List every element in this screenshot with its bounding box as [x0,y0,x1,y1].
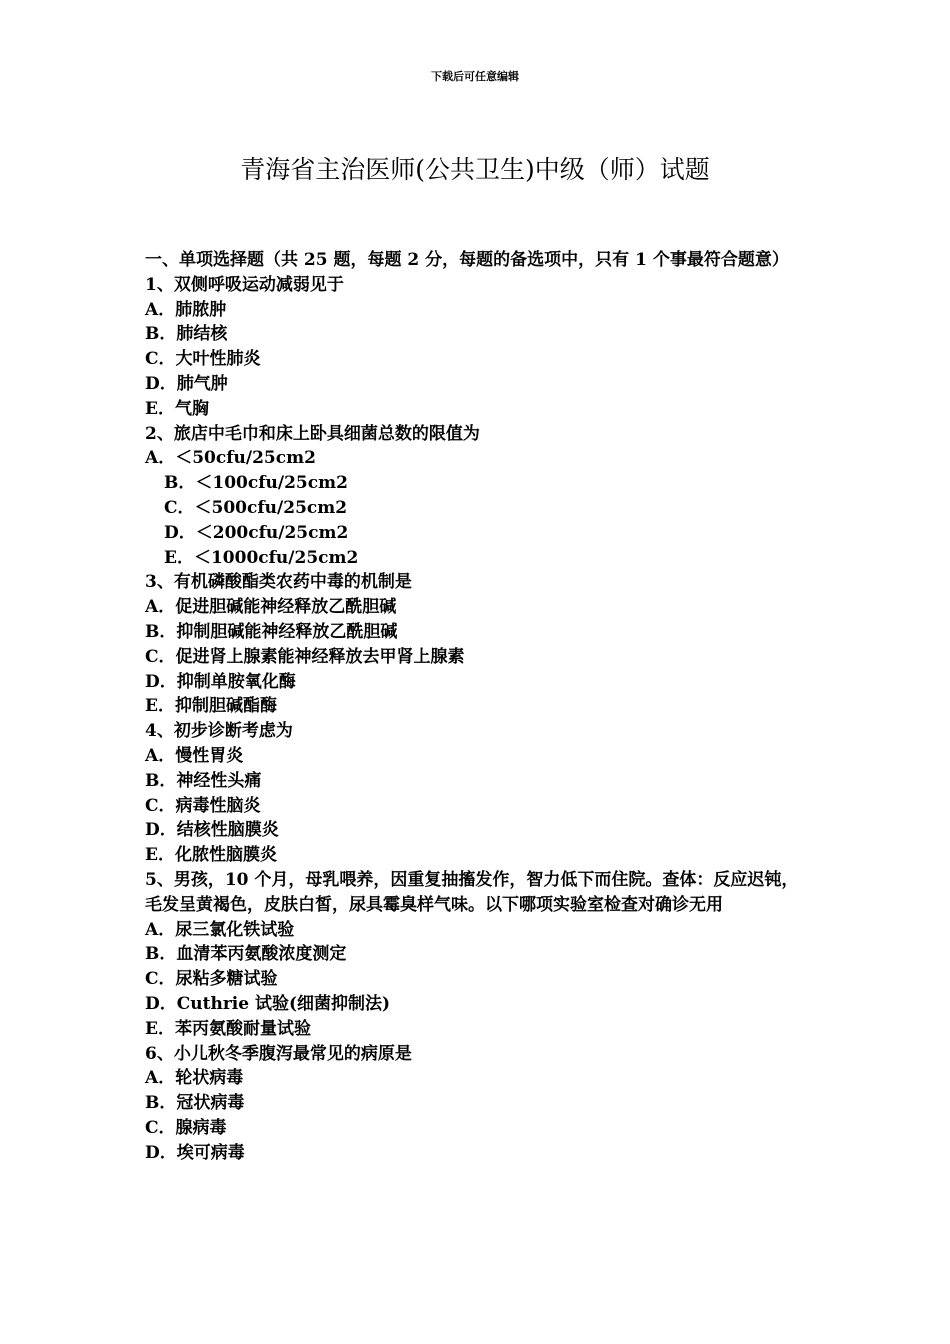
page-header-note: 下载后可任意编辑 [431,70,519,83]
question-1 [145,273,810,422]
option-a: A．促进胆碱能神经释放乙酰胆碱 [145,597,397,618]
option-b: B．血清苯丙氨酸浓度测定 [145,944,347,965]
option-c: C．大叶性肺炎 [145,349,261,370]
question-stem: 2、旅店中毛巾和床上卧具细菌总数的限值为 [145,423,480,444]
option-a: A．慢性胃炎 [145,745,244,766]
option-d: D．结核性脑膜炎 [145,820,279,841]
question-2 [145,422,810,571]
option-c: C．促进肾上腺素能神经释放去甲肾上腺素 [145,646,465,667]
option-c: C．病毒性脑炎 [145,795,261,816]
question-stem: 4、初步诊断考虑为 [145,721,293,742]
option-c: C．＜500cfu/25cm2 [164,497,348,518]
question-stem: 6、小儿秋冬季腹泻最常见的病原是 [145,1043,412,1064]
document-title: 青海省主治医师(公共卫生)中级（师）试题 [240,155,710,184]
option-e: E．气胸 [145,398,209,419]
option-d: D．Cuthrie 试验(细菌抑制法) [145,993,391,1014]
option-e: E．抑制胆碱酯酶 [145,696,277,717]
option-e: E．苯丙氨酸耐量试验 [145,1018,311,1039]
option-b: B．抑制胆碱能神经释放乙酰胆碱 [145,621,398,642]
option-e: E．化脓性脑膜炎 [145,845,277,866]
option-c: C．腺病毒 [145,1117,227,1138]
option-b: B．神经性头痛 [145,770,262,791]
option-a: A．＜50cfu/25cm2 [145,448,316,469]
option-b: B．＜100cfu/25cm2 [164,473,348,494]
option-b: B．肺结核 [145,324,228,345]
option-c: C．尿粘多糖试验 [145,969,278,990]
question-6 [145,1042,810,1166]
exam-content [145,248,810,1165]
option-b: B．冠状病毒 [145,1093,245,1114]
option-a: A．轮状病毒 [145,1068,244,1089]
option-d: D．埃可病毒 [145,1142,245,1163]
question-stem: 5、男孩，10 个月，母乳喂养，因重复抽搐发作，智力低下而住院。查体：反应迟钝，毛发呈黄褐色，皮肤白皙，尿具霉臭样气味。以下哪项实验室检查对确诊无用 [145,869,799,915]
option-a: A．肺脓肿 [145,299,227,320]
option-e: E．＜1000cfu/25cm2 [164,547,359,568]
question-5 [145,868,810,1042]
option-a: A．尿三氯化铁试验 [145,919,295,940]
question-4 [145,719,810,868]
option-d: D．＜200cfu/25cm2 [164,522,349,543]
question-stem: 1、双侧呼吸运动减弱见于 [145,274,344,295]
option-d: D．抑制单胺氧化酶 [145,671,296,692]
option-d: D．肺气肿 [145,373,228,394]
question-stem: 3、有机磷酸酯类农药中毒的机制是 [145,572,412,593]
section-heading: 一、单项选择题（共 25 题，每题 2 分，每题的备选项中，只有 1 个事最符合题意） [145,250,789,270]
question-3 [145,570,810,719]
